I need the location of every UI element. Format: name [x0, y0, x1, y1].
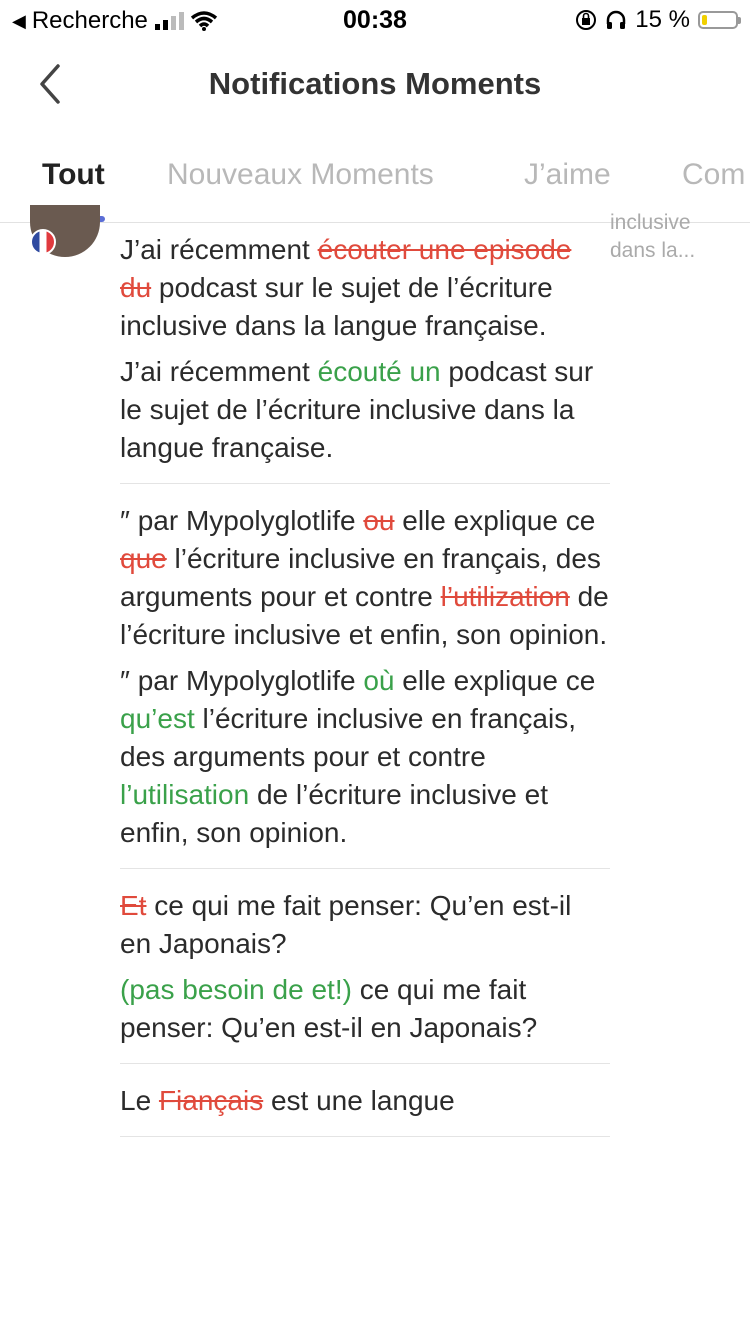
added-text: (pas besoin de et!) [120, 974, 352, 1005]
original-sentence [120, 1082, 610, 1120]
deleted-text: l’utilization [440, 581, 570, 612]
tab-tout[interactable]: Tout [42, 158, 105, 191]
tab-commentaires[interactable]: Com [682, 158, 746, 191]
page-title: Notifications Moments [208, 66, 542, 101]
notification-content[interactable] [0, 211, 750, 1334]
added-text: l’utilisation [120, 779, 250, 810]
sentence-text: elle explique ce [394, 665, 596, 696]
corrected-sentence [120, 971, 610, 1047]
original-sentence [120, 502, 610, 654]
orientation-lock-icon [575, 9, 597, 31]
sentence-text: Le [120, 1085, 159, 1116]
deleted-text: écouter une episode du [120, 234, 572, 303]
sentence-text: l’écriture inclusive en français, des arguments pour et contre [120, 703, 576, 772]
sentence-text: de l’écriture inclusive et enfin, son opinion. [120, 779, 548, 848]
added-text: qu’est [120, 703, 195, 734]
deleted-text: Et [120, 890, 147, 921]
original-sentence [120, 231, 610, 345]
correction-item [120, 887, 610, 1064]
sentence-text: ce qui me fait penser: Qu’en est-il en Japonais? [120, 890, 572, 959]
back-app-label: Recherche [31, 7, 148, 34]
original-sentence [120, 887, 610, 963]
sentence-text: de l’écriture inclusive et enfin, son opinion. [120, 581, 609, 650]
corrections-list [120, 231, 610, 1155]
added-text: écouté un [317, 356, 441, 387]
sentence-text: J’ai récemment [120, 356, 318, 387]
deleted-text: que [120, 543, 167, 574]
sentence-text: est une langue [263, 1085, 455, 1116]
sentence-text: l’écriture inclusive en français, des arguments pour et contre [120, 543, 601, 612]
deleted-text: Fiançais [158, 1085, 264, 1116]
french-flag-icon [30, 229, 56, 255]
nav-header [0, 42, 750, 128]
battery-percent: 15 % [635, 6, 690, 33]
sentence-text: ″ par Mypolyglotlife [120, 665, 364, 696]
sentence-text: J’ai récemment [120, 234, 318, 265]
added-text: où [363, 665, 395, 696]
sentence-text: ce qui me fait penser: Qu’en est-il en Japonais? [120, 974, 538, 1043]
sentence-text: podcast sur le sujet de l’écriture inclusive dans la langue française. [120, 356, 594, 463]
battery-icon [698, 11, 738, 29]
moment-preview-text[interactable]: inclusive dans la... [610, 211, 696, 262]
sentence-text: ″ par Mypolyglotlife [120, 505, 364, 536]
correction-item [120, 1082, 610, 1137]
tab-jaime[interactable]: J’aime [524, 158, 611, 191]
headphones-icon [605, 9, 627, 31]
corrected-sentence [120, 662, 610, 852]
sentence-text: podcast sur le sujet de l’écriture inclusive dans la langue française. [120, 272, 553, 341]
sentence-text: elle explique ce [394, 505, 596, 536]
correction-item [120, 502, 610, 869]
status-bar [0, 0, 750, 42]
corrected-sentence [120, 353, 610, 467]
clock: 00:38 [343, 6, 407, 34]
deleted-text: ou [363, 505, 395, 536]
tab-nouveaux-moments[interactable]: Nouveaux Moments [167, 158, 434, 191]
back-triangle-icon: ◀ [12, 10, 26, 31]
correction-item [120, 231, 610, 484]
